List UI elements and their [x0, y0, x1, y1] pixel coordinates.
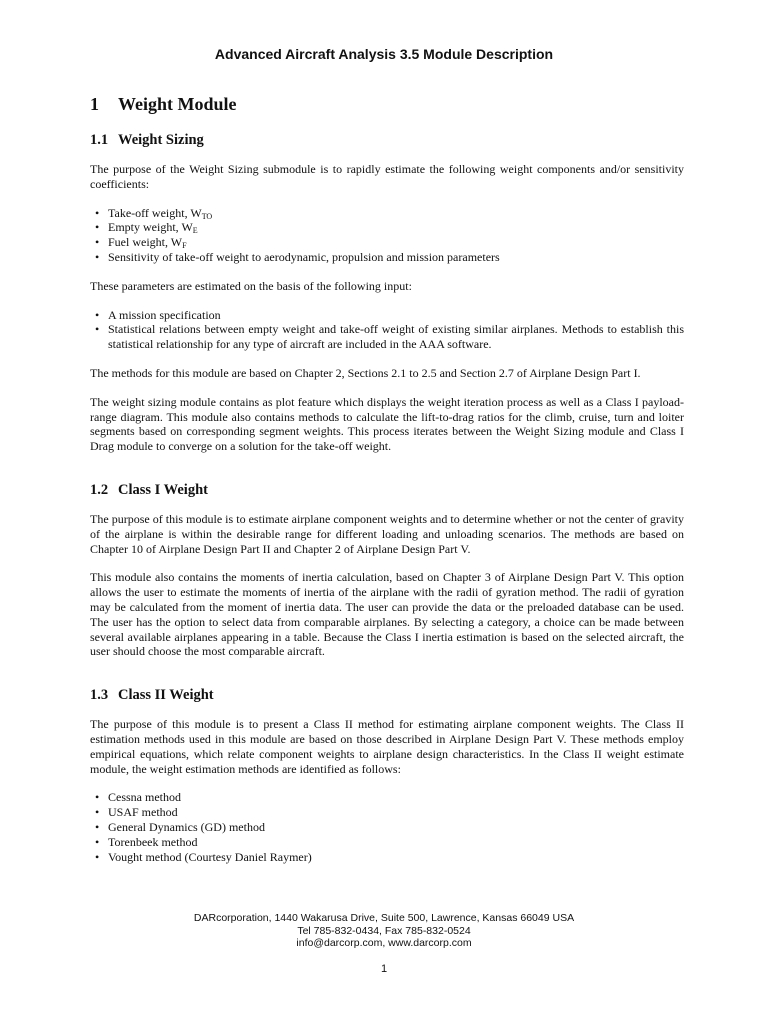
subsection-heading-class-i-weight	[90, 480, 684, 500]
moments-of-inertia-paragraph: This module also contains the moments of inertia calculation, based on Chapter 3 of Airplane Design Part V. This option allows the user to estimate the moments of inertia of the airplane with the radii of gyration method. The radii of gyration may be calculated from the moment of inertia data. The user can provide the data or the preloaded database can be used. The user has the option to select data from comparable airplanes. By selecting a category, a choice can be made between several available airplanes appearing in a table. Because the Class I inertia estimation is based on the selected aircraft, the user should choose the most comparable aircraft.	[90, 570, 684, 659]
subsection-number: 1.3	[90, 687, 109, 704]
list-item: • Torenbeek method	[108, 835, 684, 850]
subsection-number: 1.1	[90, 132, 109, 148]
list-item: • Fuel weight, $W_F$	[108, 235, 684, 250]
class-i-purpose-paragraph: The purpose of this module is to estimate airplane component weights and to determine whether or not the center of gravity of the airplane is within the desirable range for different loading and unloading scenarios. The methods are based on Chapter 10 of Airplane Design Part II and Chapter 2 of Airplane Design Part V.	[90, 511, 684, 556]
subsection-title: Class I Weight	[118, 481, 208, 498]
list-item: • Cessna method	[108, 790, 684, 805]
input-intro: These parameters are estimated on the basis of the following input:	[90, 278, 412, 293]
list-item: • USAF method	[108, 805, 684, 820]
subsection-title: Weight Sizing	[118, 132, 204, 148]
page-footer	[0, 912, 768, 950]
page-number: 1	[380, 963, 388, 975]
document-title: Advanced Aircraft Analysis 3.5 Module Description	[214, 46, 554, 62]
weight-methods-list	[90, 790, 684, 864]
subsection-heading-weight-sizing	[90, 130, 684, 150]
section-number: 1	[90, 94, 99, 114]
list-item: • Take-off weight, $W_{TO}$	[108, 206, 684, 221]
weight-sizing-intro: The purpose of the Weight Sizing submodule is to rapidly estimate the following weight components and/or sensitivity coefficients:	[90, 162, 684, 191]
list-item: • Statistical relations between empty weight and take-off weight of existing similar airplanes. Methods to establish this statistical relationship for any type of aircraft are included in the AAA software.	[108, 322, 684, 352]
list-item: • A mission specification	[108, 308, 684, 323]
methods-paragraph: The methods for this module are based on Chapter 2, Sections 2.1 to 2.5 and Section 2.7 of Airplane Design Part I.	[90, 365, 641, 380]
plot-feature-paragraph: The weight sizing module contains as plot feature which displays the weight iteration process as well as a Class I payload-range diagram. This module also contains methods to calculate the lift-to-drag ratios for the climb, cruise, turn and loiter segments based on corresponding segment weights. This process iterates between the Weight Sizing module and Class I Drag module to converge on a solution for the take-off weight.	[90, 394, 684, 454]
input-list	[90, 308, 684, 352]
list-item: • General Dynamics (GD) method	[108, 820, 684, 835]
subsection-number: 1.2	[90, 481, 109, 498]
section-title: Weight Module	[118, 94, 237, 114]
weight-components-list	[90, 206, 684, 265]
document-body	[90, 92, 684, 878]
footer-contact: info@darcorp.com, www.darcorp.com	[296, 937, 472, 949]
class-ii-purpose-paragraph: The purpose of this module is to present a Class II method for estimating airplane component weights. The Class II estimation methods used in this module are based on those described in Airplane Design Part V. These methods employ empirical equations, which relate component weights to airplane design characteristics. In the Class II weight estimate module, the weight estimation methods are identified as follows:	[90, 717, 684, 776]
subsection-heading-class-ii-weight	[90, 685, 684, 705]
footer-address: DARcorporation, 1440 Wakarusa Drive, Suite 500, Lawrence, Kansas 66049 USA	[193, 912, 575, 924]
list-item: • Vought method (Courtesy Daniel Raymer)	[108, 850, 684, 865]
footer-phone-fax: Tel 785-832-0434, Fax 785-832-0524	[297, 924, 471, 937]
list-item: • Empty weight, $W_E$	[108, 220, 684, 235]
list-item: • Sensitivity of take-off weight to aerodynamic, propulsion and mission parameters	[108, 250, 684, 265]
subsection-title: Class II Weight	[118, 687, 214, 704]
section-heading-1	[90, 92, 684, 116]
